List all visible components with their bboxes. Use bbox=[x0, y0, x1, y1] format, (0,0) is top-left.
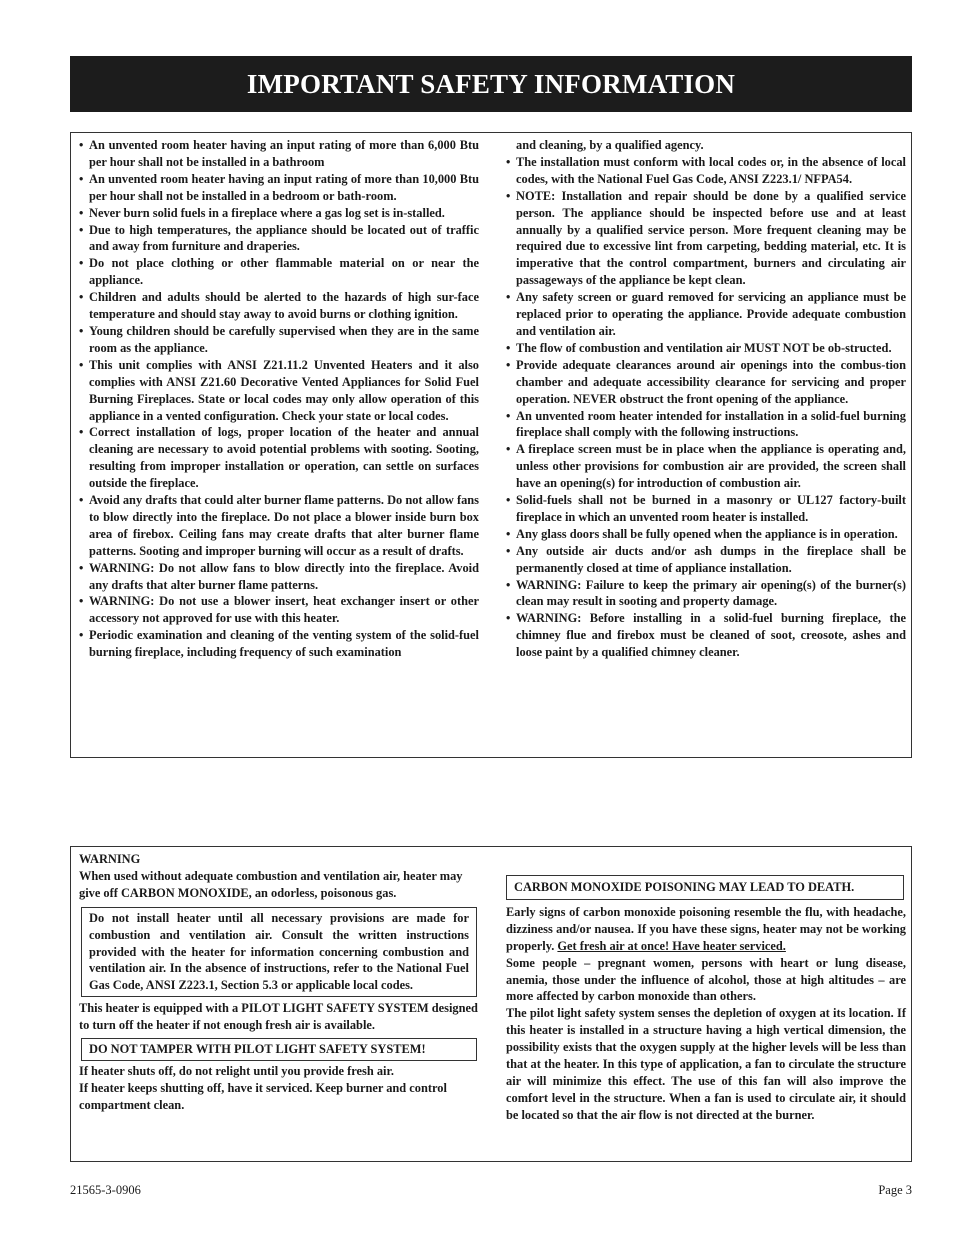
page-title: IMPORTANT SAFETY INFORMATION bbox=[246, 68, 736, 99]
list-item: • An unvented room heater having an input rating of more than 6,000 Btu per hour shall not be installed in a bathroom bbox=[79, 138, 479, 169]
list-item: • Any safety screen or guard removed for servicing an appliance must be replaced prior to operating the appliance. Provide adequate combustion and ventilation air. bbox=[506, 290, 906, 338]
warning-box bbox=[70, 846, 912, 1162]
safety-info-box bbox=[70, 132, 912, 758]
pilot-system-text: This heater is equipped with a PILOT LIGHT SAFETY SYSTEM designed to turn off the heater if not enough fresh air is available. bbox=[79, 1001, 478, 1033]
list-item: • An unvented room heater having an input rating of more than 10,000 Btu per hour shall not be installed in a bedroom or bath-room. bbox=[79, 171, 479, 203]
list-item: • Do not place clothing or other flammable material on or near the appliance. bbox=[79, 256, 479, 288]
document-number: 21565-3-0906 bbox=[70, 1183, 141, 1197]
list-item: • Never burn solid fuels in a fireplace where a gas log set is in-stalled. bbox=[79, 205, 445, 220]
continued-text: and cleaning, by a qualified agency. bbox=[516, 138, 704, 152]
co-notice-text: CARBON MONOXIDE POISONING MAY LEAD TO DEATH. bbox=[514, 880, 855, 894]
page-number: Page 3 bbox=[878, 1183, 912, 1197]
service-text: If heater keeps shutting off, have it serviced. Keep burner and control compartment clean. bbox=[79, 1080, 447, 1112]
at-risk-people-text: Some people – pregnant women, persons with heart or lung disease, anemia, those under the influence of alcohol, those at high altitudes – are more affected by carbon monoxide than others. bbox=[506, 955, 906, 1004]
list-item: • Children and adults should be alerted to the hazards of high sur-face temperature and should stay away to avoid burns or clothing ignition. bbox=[79, 290, 479, 322]
list-item: • An unvented room heater intended for installation in a solid-fuel burning fireplace shall comply with the following instructions. bbox=[506, 408, 906, 440]
tamper-notice-box bbox=[81, 1038, 477, 1061]
list-item: • Any glass doors shall be fully opened when the appliance is in operation. bbox=[506, 526, 898, 541]
co-signs-text: Early signs of carbon monoxide poisoning resemble the flu, with headache, dizziness and/or nausea. If you have these signs, heater may not be working properly. Get fresh air at once! Have heater serviced. bbox=[506, 904, 906, 953]
list-item: • NOTE: Installation and repair should be done by a qualified service person. The appliance should be inspected before use and at least annually by a qualified service person. More frequent cleaning may be required due to excessive lint from carpeting, bedding material, etc. It is imperative that the control compartment, burners and circulating air passageways of the appliance be kept clean. bbox=[506, 188, 906, 288]
warning-right-column bbox=[506, 875, 906, 1124]
list-item: • Solid-fuels shall not be burned in a masonry or UL127 factory-built fireplace in which an unvented room heater is installed. bbox=[506, 493, 906, 524]
list-item: • The flow of combustion and ventilation air MUST NOT be ob-structed. bbox=[506, 340, 892, 355]
list-item: • Any outside air ducts and/or ash dumps in the fireplace shall be permanently closed at time of appliance installation. bbox=[506, 543, 906, 575]
list-item: • This unit complies with ANSI Z21.11.2 Unvented Heaters and it also complies with ANSI Z21.60 Decorative Vented Appliances for Solid Fuel Burning Fireplaces. State or local codes may only allow operation of this appliance in a vented configuration. Check your state or local codes. bbox=[79, 357, 479, 423]
warning-left-column bbox=[79, 851, 479, 1114]
list-item: • Periodic examination and cleaning of the venting system of the solid-fuel burning fireplace, including frequency of such examination bbox=[79, 628, 479, 660]
warning-heading: WARNING bbox=[79, 852, 141, 866]
list-item: • Correct installation of logs, proper location of the heater and annual cleaning are necessary to avoid potential problems with sooting. Sooting, resulting from improper installation or operation, can settle on surfaces outside the fireplace. bbox=[79, 425, 479, 491]
list-item: • WARNING: Do not allow fans to blow directly into the fireplace. Avoid any drafts that alter burner flame patterns. bbox=[79, 560, 479, 592]
left-column bbox=[79, 137, 479, 661]
right-bullet-list bbox=[506, 154, 906, 661]
pilot-system-detail-text: The pilot light safety system senses the depletion of oxygen at its location. If this heater is installed in a structure having a high vertical dimension, the possibility exists that the oxygen supply at the higher levels will be less than that at the heater. In this type of application, a fan to circulate the structure air will minimize this effect. The use of this fan will also improve the comfort level in the structure. When a fan is used to circulate air, it should be located so that the air flow is not directed at the burner. bbox=[506, 1006, 906, 1122]
title-banner bbox=[70, 56, 912, 112]
fresh-air-instruction: Get fresh air at once! Have heater serviced. bbox=[557, 938, 786, 953]
list-item: • The installation must conform with local codes or, in the absence of local codes, with the National Fuel Gas Code, ANSI Z223.1/ NFPA54. bbox=[506, 154, 906, 186]
ventilation-notice-box bbox=[81, 907, 477, 998]
list-item: • WARNING: Failure to keep the primary air opening(s) of the burner(s) clean may result in sooting and property damage. bbox=[506, 577, 906, 609]
list-item: • A fireplace screen must be in place when the appliance is operating and, unless other provisions for combustion air are provided, the screen shall have an opening(s) for introduction of combustion air. bbox=[506, 442, 906, 491]
left-bullet-list bbox=[79, 137, 479, 661]
warning-intro: When used without adequate combustion and ventilation air, heater may give off CARBON MONOXIDE, an odorless, poisonous gas. bbox=[79, 868, 463, 900]
list-item: • WARNING: Before installing in a solid-fuel burning fireplace, the chimney flue and firebox must be cleaned of soot, creosote, ashes and loose paint by a qualified chimney cleaner. bbox=[506, 611, 906, 660]
list-item: • Provide adequate clearances around air openings into the combus-tion chamber and adequate accessibility clearance for servicing and proper operation. NEVER obstruct the front opening of the appliance. bbox=[506, 357, 906, 406]
tamper-notice-text: DO NOT TAMPER WITH PILOT LIGHT SAFETY SYSTEM! bbox=[89, 1042, 426, 1057]
shutoff-text: If heater shuts off, do not relight until you provide fresh air. bbox=[79, 1063, 394, 1078]
list-item: • Young children should be carefully supervised when they are in the same room as the appliance. bbox=[79, 323, 479, 355]
ventilation-notice-text: Do not install heater until all necessary provisions are made for combustion and ventilation air. Consult the written instructions provided with the heater for information concerning combustion and ventilation air. In the absence of instructions, refer to the National Fuel Gas Code, ANSI Z223.1, Section 5.3 or applicable local codes. bbox=[89, 910, 469, 993]
list-item: • Avoid any drafts that could alter burner flame patterns. Do not allow fans to blow directly into the fireplace. Do not place a blower inside burn box area of firebox. Ceiling fans may create drafts that alter burner flame patterns. Sooting and improper burning will occur as a result of drafts. bbox=[79, 493, 479, 558]
co-notice-box bbox=[506, 875, 904, 900]
right-column bbox=[506, 137, 906, 661]
list-item: • Due to high temperatures, the appliance should be located out of traffic and away from furniture and draperies. bbox=[79, 222, 479, 254]
list-item: • WARNING: Do not use a blower insert, heat exchanger insert or other accessory not approved for use with this heater. bbox=[79, 594, 479, 626]
